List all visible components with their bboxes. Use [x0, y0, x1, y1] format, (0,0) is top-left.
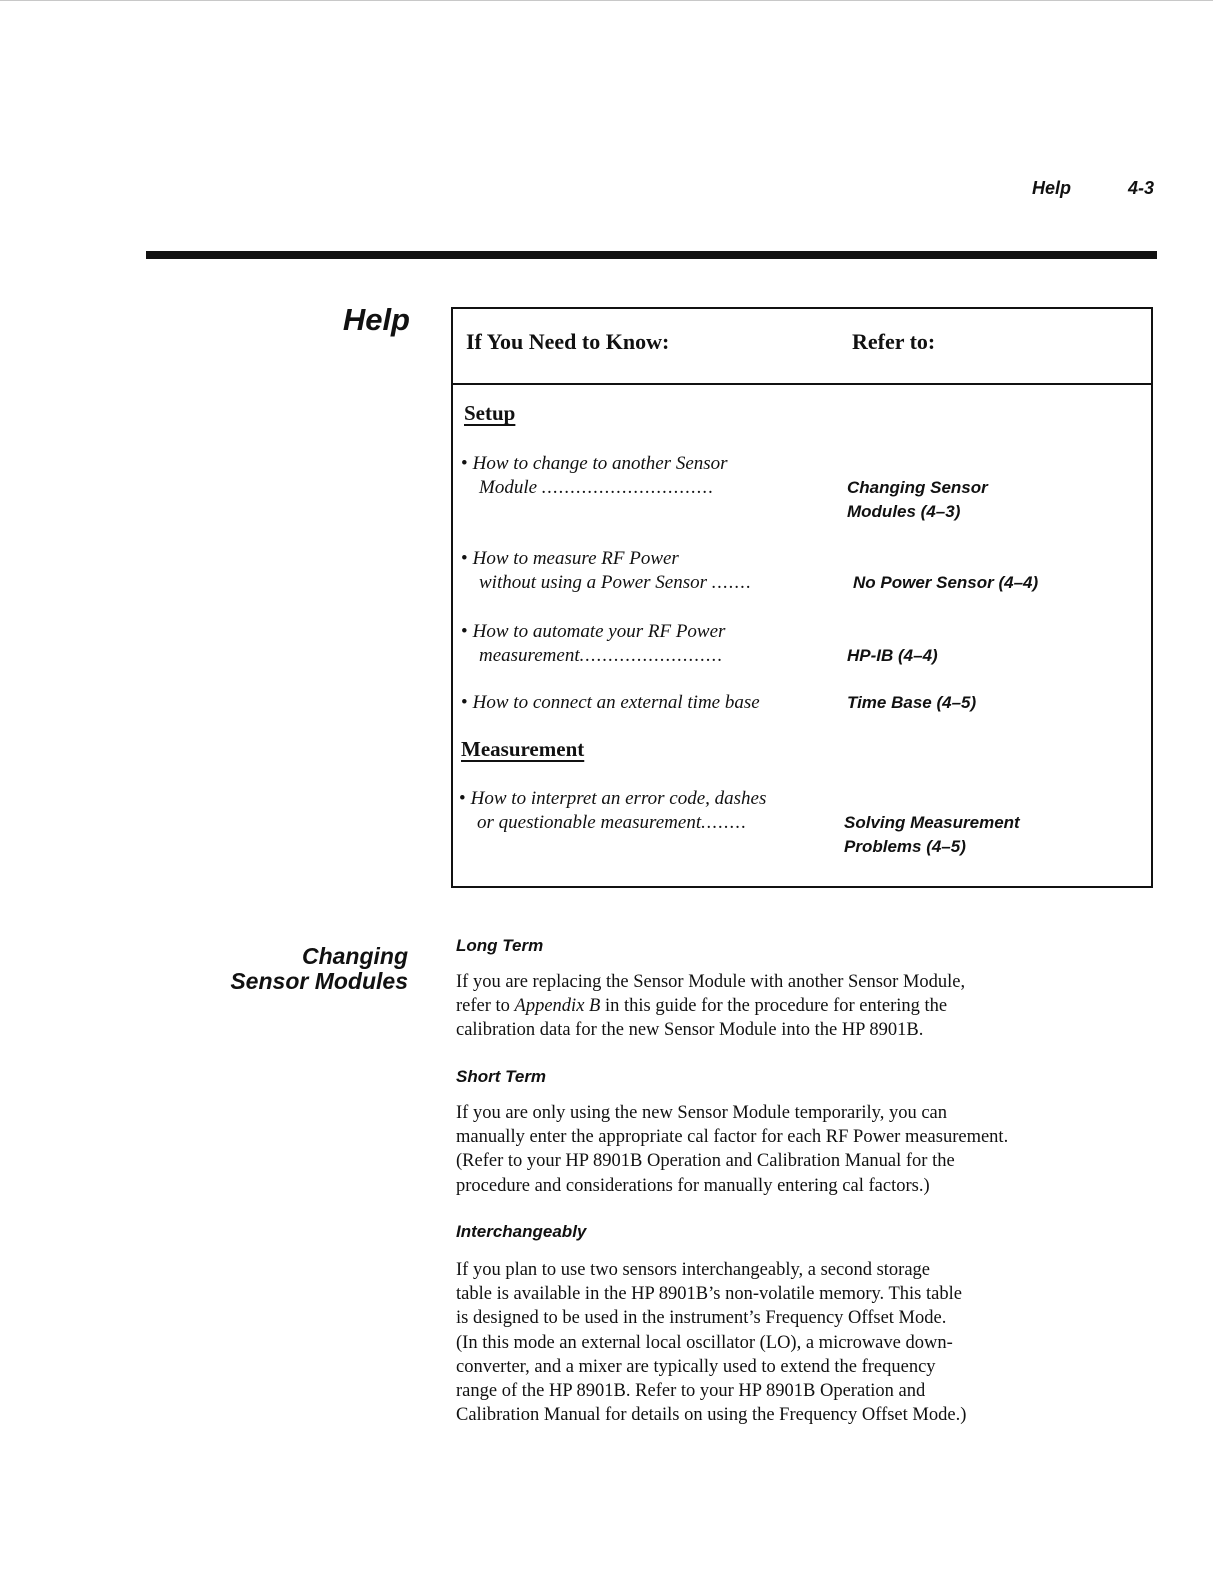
paragraph-interchangeably: If you plan to use two sensors interchangeably, a second storage table is available in the HP 8901B’s non-volatile memory. This table is designed to be used in the instrument’s Frequency Offset Mode. (In this mode an external local oscillator (LO), a microwave down- converter, and a mixer are typically used to extend the frequency range of the HP 8901B. Refer to your HP 8901B Operation and Calibration Manual for details on using the Frequency Offset Mode.) — [456, 1260, 967, 1426]
category-measurement: Measurement — [461, 737, 585, 761]
reference-time-base: Time Base (4–5) — [847, 693, 977, 712]
table-row: • How to connect an external time base — [461, 692, 760, 713]
changing-sensor-modules-title: Changing Sensor Modules — [230, 943, 408, 994]
subheading-long-term: Long Term — [456, 936, 544, 955]
running-head-title: Help — [1032, 178, 1072, 198]
table-row: • How to measure RF Power without using a Power Sensor ....... — [461, 548, 753, 593]
table-header-row — [453, 309, 1151, 385]
table-row: • How to change to another Sensor Module .............................. — [461, 453, 728, 498]
reference-changing-sensor-modules: Changing Sensor Modules (4–3) — [847, 478, 988, 521]
reference-no-power-sensor: No Power Sensor (4–4) — [853, 573, 1039, 592]
help-section-title: Help — [342, 302, 410, 337]
help-reference-table — [451, 307, 1153, 888]
page-number: 4-3 — [1128, 178, 1155, 198]
table-row: • How to automate your RF Power measurement......................... — [461, 621, 726, 666]
subheading-short-term: Short Term — [456, 1067, 547, 1086]
reference-solving-measurement-problems: Solving Measurement Problems (4–5) — [844, 813, 1020, 856]
category-setup: Setup — [464, 401, 516, 425]
paragraph-long-term: If you are replacing the Sensor Module with another Sensor Module, refer to Appendix B in this guide for the procedure for entering the calibration data for the new Sensor Module into the HP 8901B. — [456, 972, 966, 1041]
table-row: • How to interpret an error code, dashes or questionable measurement........ — [459, 788, 767, 833]
subheading-interchangeably: Interchangeably — [456, 1222, 587, 1241]
column-header-refer-to: Refer to: — [852, 329, 936, 354]
chapter-rule — [146, 251, 1157, 259]
column-header-need-to-know: If You Need to Know: — [466, 329, 670, 354]
paragraph-short-term: If you are only using the new Sensor Module temporarily, you can manually enter the appropriate cal factor for each RF Power measurement. (Refer to your HP 8901B Operation and Calibration Manual for the procedure and considerations for manually entering cal factors.) — [456, 1103, 1009, 1196]
top-edge-rule — [0, 0, 1213, 1]
reference-hp-ib: HP-IB (4–4) — [847, 646, 938, 665]
